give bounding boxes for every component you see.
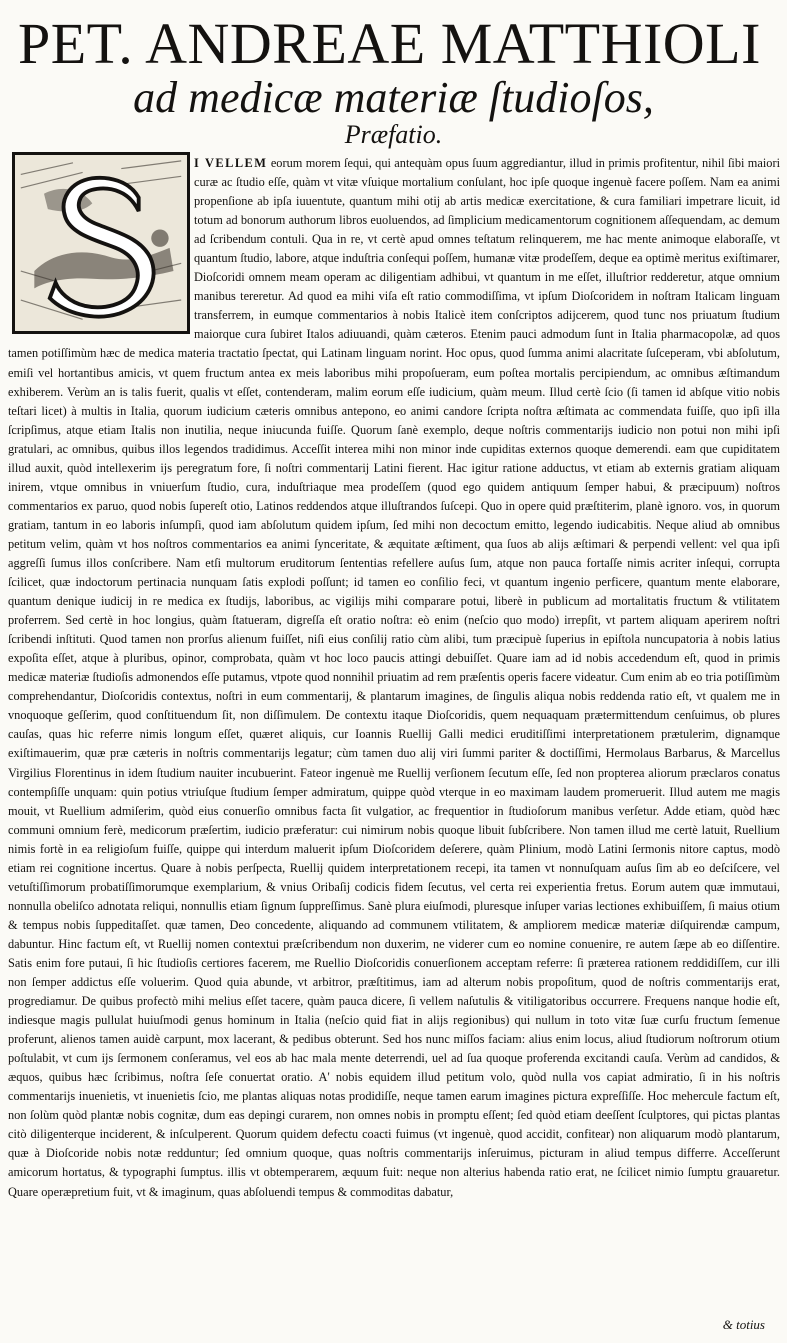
page-subtitle: ad medicæ materiæ ſtudioſos, xyxy=(133,73,654,122)
page-title: PET. ANDREAE MATTHIOLI xyxy=(18,11,761,76)
opening-words: I VELLEM xyxy=(194,156,268,170)
catchword: & totius xyxy=(722,1317,765,1332)
section-heading: Præfatio. xyxy=(344,120,443,149)
initial-spacer xyxy=(8,154,194,342)
preface-body xyxy=(8,154,780,1202)
preface-text: eorum morem ſequi, qui antequàm opus ſuum aggrediantur, illud in primis profitentur, nihil ſibi maiori curæ ac ſtudio eſſe, quàm vt vitæ vſuique mortalium conſulant, hoc ipſe quoque ingenuè facere poſſem. Nam ea animi propenſione ab ipſa iuuentute, quantum mihi otij ab artis medicæ exercitatione, & cura familiari impetrare licuit, id totum ad bonorum authorum libros euoluendos, ad ſimplicium medicamentorum cognitionem aſſequendam, ac demum ad ſcribendum contuli. Qua in re, vt certè apud omnes teſtatum relinquerem, me hac mente animoque elaboraſſe, vt quantum ſtudio, labore, atque induſtria conſequi poſſem, humanæ vitæ prodeſſem, deque ea optimè meritus exiſtimarer, Dioſcoridi omnem meam operam ac diligentiam adhibui, vt quantum in me eſſet, illuſtrior redderetur, atque omnium manibus tereretur. Ad quod ea mihi viſa eſt ratio commodiſſima, vt ipſum Dioſcoridem in noſtram Italicam linguam transferrem, in eumque commentarios à nobis Italicè item conſcriptos adijcerem, quod tunc nos priuatum ſtudium maiorque cura ſubiret Italos adiuuandi, quàm cæteros. Etenim pauci admodum ſunt in Italia pharmacopolæ, ad quos tamen potiſſimùm hæc de medica materia tractatio ſpectat, qui Latinam linguam norint. Hoc opus, quod ſumma animi alacritate ſuſceperam, vbi abſolutum, emiſi vel hortantibus amicis, vt quem fructum antea ex meis laboribus mihi propoſueram, eum poſtea mortalis percipiendum, ac omnibus æſtimandum exhiberem. Verùm an is talis fuerit, qualis vt eſſet, contenderam, malim eorum eſſe iudicium, quàm meum. Illud certè ſcio (ſi tamen id abſque vitio nobis teſtari licet) à multis in Italia, quorum iudicium cæteris omnibus antepono, eo animi candore ſcripta noſtra æſtimata ac commendata fuiſſe, quo ipſi illa ſcripſimus, atque etiam Italis non inutilia, neque iniucunda fuiſſe. Quorum ſanè exemplo, deque noſtris commentarijs iudicio non potui non mihi ipſi gratulari, ac omnibus, quibus illos legendos tradidimus. Acceſſit interea mihi non minor inde cupiditas externos quoque demerendi. eam que cupiditatem illud auxit, quòd intellexerim ijs peregratum fore, ſi noſtri commentarij Latini fierent. Hac igitur ratione adductus, vt etiam ab externis gratiam aliquam inirem, vtque omnibus in vniuerſum ſtudio, cura, induſtriaque mea prodeſſem (quod ego quidem antiquum ſemper habui, & præcipuum) noſtros commentarios ex paruo, quod nobis ſupereſt otio, Latinos reddendos atque illuſtrandos ſuſcepi. Quo in opere quid præſtiterim, planè ignoro. vos, in quorum gratiam, tantum in eo laboris inſumpſi, quod iam abſolutum quidem ipſum, ſed mihi non decoctum emitto, legendo iudicabitis. Neque aliud ab omnibus petitum velim, quàm vt hos noſtros commentarios ea animi ſynceritate, & æquitate æſtiment, qua ſuos ab alijs æſtimari & perpendi vellent: vel qua ipſi aggreſſi ſumus illos conſcribere. Nam etſi multorum eruditorum ſententias refellere auſus ſum, atque non pauca fortaſſe nimis acriter inſequi, corrupta ſcilicet, quæ indoctorum pertinacia nunquam ſatis explodi poſſunt; id tamen eo conſilio feci, vt quantum ingenio perficere, quantum mente elaborare, quantum denique iudicij in re medica ex ſtudijs, laboribus, ac vigilijs mihi comparare potui, liberè in publicum ad mortalitatis fructum & vtilitatem proferrem. Sed certè in hoc longius, quàm ſtatueram, digreſſa eſt oratio noſtra: eò enim (neſcio quo modo) irrepſit, vt partem aliquam aperirem noſtri ſcribendi inſtituti. Quod tamen non prorſus alienum fuiſſet, niſi eius conſilij ratio cùm alibi, tum præcipuè ſuperius in epiſtola nuncupatoria à nobis latius expoſita eſſet, atque à pluribus, opinor, comprobata, quàm vt hoc loco paucis attingi debuiſſet. Quare iam ad id nobis accedendum eſt, quod in primis medicæ materiæ ſtudioſis admonendos eſſe putamus, vtpote quod nonnihil priuatim ad rem præſentis operis facere videatur. Cum enim ab eo tria potiſſimùm comprehendantur, Dioſcoridis contextus, noſtri in eum commentarij, & plantarum imagines, de ſingulis aliqua nobis reddenda ratio eſt, vt qualem me in vnoquoque geſſerim, quod conſtituendum ſit, non diſſimulem. De contextu itaque Dioſcoridis, quem nequaquam prætermittendum cenſuimus, ob plures cauſas, quas hic referre nimis longum eſſet, quæret aliquis, cur Ioannis Ruellij Galli medici eruditiſſimi interpretationem prætulerim, dignamque exiſtimauerim, quæ præ cæteris in noſtris commentarijs legatur; cùm tamen duo alij viri ſummi pariter & doctiſſimi, Hermolaus Barbarus, & Marcellus Virgilius Florentinus in idem ſtudium nauiter incubuerint. Fateor ingenuè me Ruellij verſionem ſecutum eſſe, ſed non propterea aliorum præclaros conatus contempſiſſe unquam: quin potius vtriuſque ſtudium ſemper admiratum, quippe quòd vterque in eo maximam laudem promeruerit. Illud autem me magis mouit, vt Ruellium admiſerim, quòd eius conuerſio omnibus facta ſit vulgatior, ac frequentior in ſtudioſorum manibus verſetur. Adde etiam, quòd hæc communi omnium ferè, medicorum præſertim, iudicio præferatur: cui nimirum nobis quoque libuit ſubſcribere. Non tamen illud me certè latuit, Ruellium nimis fortè in ea religioſum fuiſſe, quippe qui interdum maluerit ipſum Dioſcoridem deſerere, quàm Plinium, modò Latini ſermonis nitore captus, modò etiam rei cognitione incertus. Quare à nobis perſpecta, Ruellij quidem interpretationem recepi, ita tamen vt nonnuſquam auſus ſim ab eo deſciſcere, vel vetuſtiſſimorum probatiſſimorumque exemplarium, & vnius Oribaſij codicis fidem ſecutus, vel certa rei experientia fretus. Eorum autem quæ immutaui, nonnulla obeliſco adnotata reliqui, nonnullis etiam ſignum ſuppreſſimus. Sanè plura eiuſmodi, pluresque inſuper varias lectiones exhibuiſſem, ſi maius otium & tempus nobis ſuppeditaſſet. quæ tamen, Deo concedente, aliquando ad communem vtilitatem, & ampliorem medicæ materiæ diſquirendæ campum, dabuntur. Hinc factum eſt, vt Ruellij nomen contextui præſcribendum non duxerim, ne viderer cum eo nomine conuenire, re autem ſæpe ab eo diſſentire. Satis enim fore putaui, ſi hic ſtudioſis certiores facerem, me Ruellio Dioſcoridis conuerſionem acceptam referre: ſi præterea rationem reddidiſſem, cur illi non ſemper addictus eſſe voluerim. Quod quia abunde, vt arbitror, præſtitimus, iam ad alterum nobis propoſitum, quod de noſtris commentarijs erat, progrediamur. De quibus profectò mihi melius eſſet tacere, quàm pauca dicere, ſi vellem naſutulis & vitiligatoribus occurrere. Frequens nanque hodie eſt, indiesque magis pullulat huiuſmodi genus hominum in Italia (neſcio quid fiat in alijs regionibus) qui nullum in toto vitæ ſuæ curſu fructum ſemenue proferunt, alienos tamen auidè carpunt, mox lacerant, & pedibus obterunt. Sed hos nunc miſſos faciam: alius enim locus, aliud ſtudiorum noſtrorum otium poſtulabit, vt cum ijs ſermonem conſeramus, vel eos ab hac mala mente deterrendi, uel ad ſua quoque proferenda excitandi cauſa. Verùm ad candidos, & æquos, quibus hæc ſcribimus, noſtra ſeſe conuertat oratio. A' nobis equidem illud petitum volo, quòd nulla vos capiat admiratio, ſi in his noſtris commentarijs inuenietis, vt inuenietis ſcio, me plantas aliquas notas prodidiſſe, neque tamen earum imagines pictura expreſſiſſe. Hoc mehercule factum eſt, non ſolùm quòd plantæ nobis cognitæ, dum eas depingi curarem, non omnes nobis in promptu eſſent; ſed quòd etiam deeſſent ſculptores, qui pictas plantas citò diligenterque inciderent, & inſculperent. Quorum quidem defectu coacti fuimus (vt ingenuè, quod accidit, confitear) non aliquarum modò plantarum, quæ à Dioſcoride nobis notæ redduntur; ſed omnium quoque, quas noſtris commentarijs inſeruimus, picturam in aliud tempus differre. Acceſſerunt amicorum hortatus, & typographi ſumptus. illis vt obtemperarem, æquum fuit: neque non alterius habenda ratio erat, ne ſcilicet nimio ſumptu grauaretur. Quare operæpretium fuit, vt & imaginum, quas abſoluendi tempus & commoditas dabatur, xyxy=(8,156,780,1199)
